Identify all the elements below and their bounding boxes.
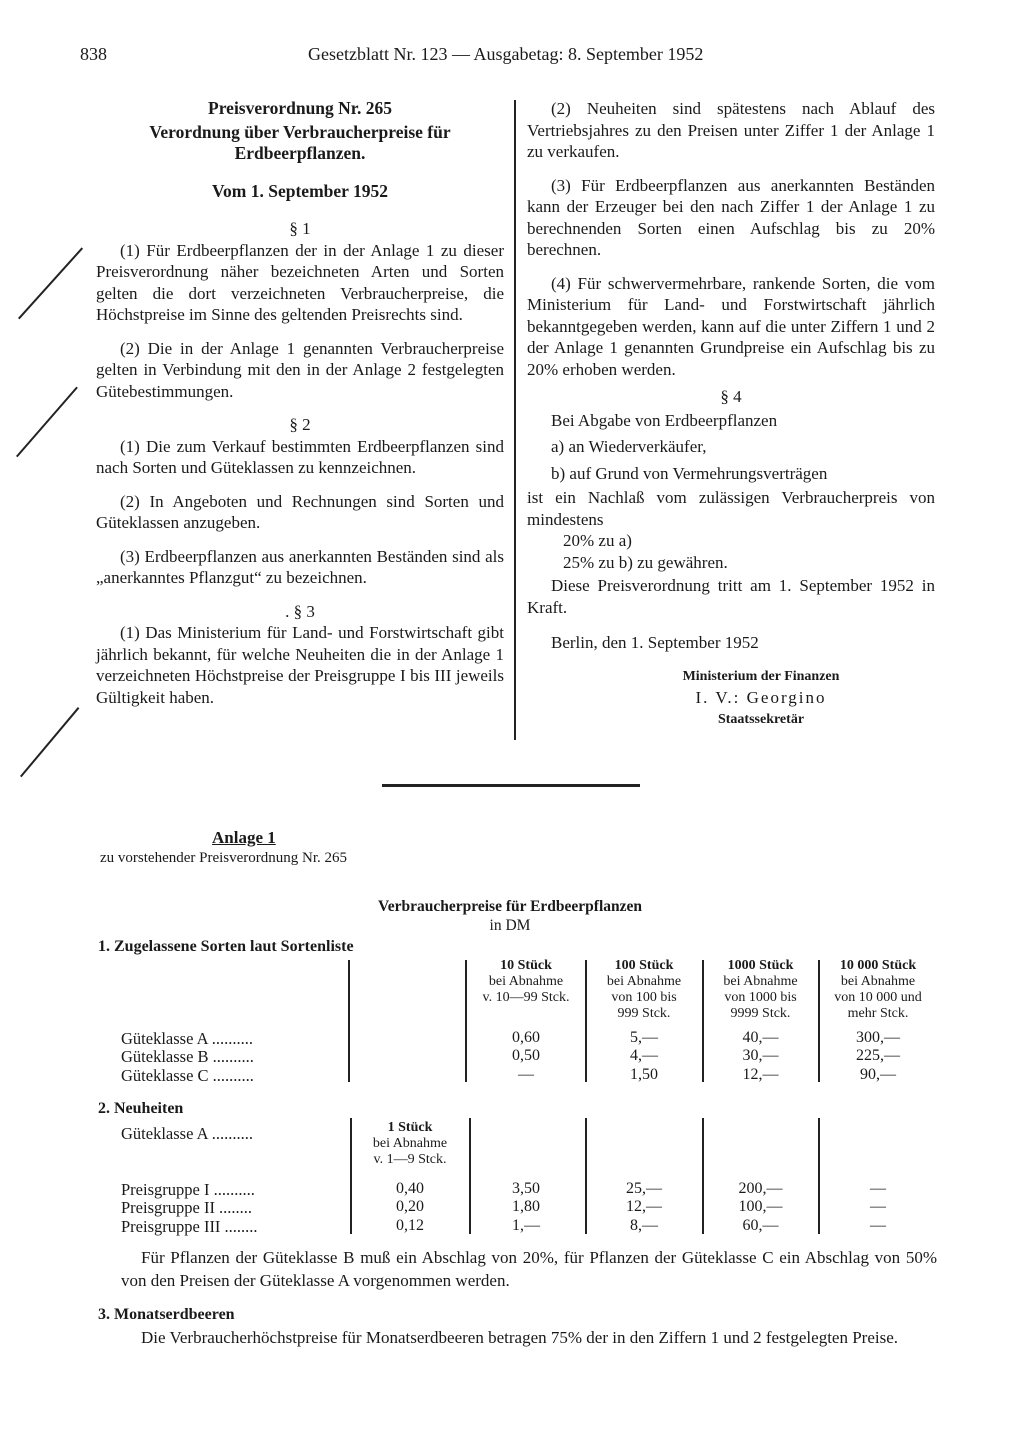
col-header-line: 999 Stck.: [617, 1006, 671, 1021]
table-cell: 100,—: [738, 1198, 783, 1215]
ordinance-subtitle-2: Erdbeerpflanzen.: [234, 143, 366, 163]
section-3-para-3: (3) Für Erdbeerpflanzen aus anerkannten Beständen kann der Erzeuger bei den nach Ziffer 1 der Anlage 1 zu berechnenden Sorten einen Aufschlag bis zu 20% berechnen.: [527, 175, 935, 259]
table-cell: 40,—: [742, 1029, 779, 1046]
row-label: Preisgruppe III ........: [121, 1217, 258, 1236]
col-header-1: [352, 1120, 468, 1168]
section-4-line-3: b) auf Grund von Vermehrungsverträgen: [551, 463, 828, 483]
col-header-10000: [820, 958, 936, 1022]
margin-mark: [16, 387, 77, 457]
col-header-line: 10 000 Stück: [839, 958, 917, 973]
col-header-line: bei Abnahme: [723, 974, 798, 989]
col-header-line: mehr Stck.: [847, 1006, 909, 1021]
row-label: Preisgruppe II ........: [121, 1198, 253, 1217]
table-cell: 0,40: [396, 1180, 424, 1197]
section-4-line-1: Bei Abgabe von Erdbeerpflanzen: [551, 410, 778, 430]
col-header-10: [468, 958, 584, 1006]
table-cell: —: [518, 1066, 534, 1083]
ministry-name: Ministerium der Finanzen: [682, 668, 840, 684]
table-cell: 200,—: [738, 1180, 783, 1197]
table-cell: —: [870, 1198, 886, 1215]
col-header-line: 9999 Stck.: [730, 1006, 791, 1021]
section-1-heading: § 1: [289, 219, 311, 238]
col-header-line: bei Abnahme: [488, 974, 564, 989]
table-rule: [465, 960, 467, 1082]
gazette-title: Gesetzblatt Nr. 123 — Ausgabetag: 8. September 1952: [308, 44, 704, 64]
section-3-title: 3. Monatserdbeeren: [98, 1306, 235, 1323]
row-label: Preisgruppe I ..........: [121, 1180, 255, 1199]
annex-title: Anlage 1: [212, 828, 276, 847]
section-4-line-5: 20% zu a): [563, 531, 632, 550]
table-cell: 60,—: [742, 1217, 779, 1234]
table-cell: 0,12: [396, 1217, 424, 1234]
col-header-line: von 1000 bis: [724, 990, 797, 1005]
table-cell: 1,50: [630, 1066, 658, 1083]
section-1-para-1: (1) Für Erdbeerpflanzen der in der Anlage 1 zu dieser Preisverordnung näher bezeichneten Arten und Sorten gelten die dort verzeichneten Verbraucherpreise, die Höchstpreise im Sinne des geltenden Preisrechts sind.: [96, 240, 504, 324]
table-cell: 12,—: [742, 1066, 779, 1083]
table-cell: 8,—: [630, 1217, 658, 1234]
margin-mark: [20, 707, 79, 777]
signer-role: Staatssekretär: [717, 711, 805, 727]
col-header-100: [587, 958, 701, 1022]
section-2-para-1: (1) Die zum Verkauf bestimmten Erdbeerpflanzen sind nach Sorten und Güteklassen zu kennzeichnen.: [96, 436, 504, 477]
section-3-para-4: (4) Für schwervermehrbare, rankende Sorten, die vom Ministerium für Land- und Forstwirtschaft jährlich bekanntgegeben werden, kann auf die unter Ziffern 1 und 2 der Anlage 1 genannten Grundpreise ein Aufschlag bis zu 20% erhoben werden.: [527, 273, 935, 379]
table-cell: 0,60: [512, 1029, 540, 1046]
section-4-line-6: 25% zu b) zu gewähren.: [563, 552, 728, 572]
col-header-line: von 10 000 und: [834, 990, 922, 1005]
table-cell: —: [870, 1217, 886, 1234]
table-cell: 225,—: [856, 1047, 900, 1064]
table-cell: 90,—: [860, 1066, 896, 1083]
table-cell: 30,—: [742, 1047, 779, 1064]
left-column: [96, 98, 504, 708]
annex-subtitle: zu vorstehender Preisverordnung Nr. 265: [100, 850, 348, 866]
signer-name: I. V.: Georgino: [695, 688, 827, 707]
section-3-heading: . § 3: [285, 601, 315, 621]
col-header-line: bei Abnahme: [372, 1136, 448, 1151]
page-number: 838: [80, 44, 107, 64]
table-cell: 0,50: [512, 1047, 540, 1064]
table-cell: 25,—: [626, 1180, 662, 1197]
table-cell: 0,20: [396, 1198, 424, 1215]
section-4-line-4: ist ein Nachlaß vom zulässigen Verbraucherpreis von mindestens: [527, 488, 935, 529]
col-header-line: 10 Stück: [500, 958, 552, 973]
section-4-line-2: a) an Wiederverkäufer,: [551, 437, 707, 456]
table-cell: 12,—: [626, 1198, 662, 1215]
section-4-line-7: Diese Preisverordnung tritt am 1. September 1952 in Kraft.: [527, 576, 935, 617]
section-4-heading: § 4: [720, 387, 742, 406]
table-rule: [348, 960, 350, 1082]
ordinance-subtitle: Verordnung über Verbraucherpreise für: [149, 121, 451, 142]
table-cell: —: [870, 1180, 886, 1197]
column-divider: [514, 100, 516, 740]
table-cell: 1,—: [512, 1217, 540, 1234]
col-header-line: von 100 bis: [611, 990, 677, 1005]
section-2-subtitle: Güteklasse A ..........: [121, 1124, 253, 1143]
section-1-title: 1. Zugelassene Sorten laut Sortenliste: [98, 938, 354, 955]
col-header-1000: [704, 958, 817, 1022]
col-header-line: v. 10—99 Stck.: [482, 990, 570, 1005]
annex-note: Für Pflanzen der Güteklasse B muß ein Abschlag von 20%, für Pflanzen der Güteklasse C ein Abschlag von 50% von den Preisen der Güteklasse A vorgenommen werden.: [121, 1248, 937, 1290]
col-header-line: v. 1—9 Stck.: [373, 1152, 447, 1167]
table-cell: 3,50: [512, 1180, 540, 1197]
table-cell: 5,—: [630, 1029, 658, 1046]
col-header-line: bei Abnahme: [840, 974, 916, 989]
separator-rule: [382, 784, 640, 787]
row-label: Güteklasse B ..........: [121, 1047, 254, 1066]
table-title: Verbraucherpreise für Erdbeerpflanzen: [377, 898, 643, 915]
section-3-para-1: (1) Das Ministerium für Land- und Forstwirtschaft gibt jährlich bekannt, für welche Neuheiten die in der Anlage 1 verzeichneten Höchstpreise der Preisgruppe I bis III jeweils Gültigkeit haben.: [96, 623, 504, 707]
section-3-text: Die Verbraucherhöchstpreise für Monatserdbeeren betragen 75% der in den Ziffern 1 und 2 festgelegten Preise.: [141, 1328, 899, 1347]
margin-mark: [18, 247, 83, 319]
col-header-line: 100 Stück: [614, 958, 674, 973]
section-2-para-3: (3) Erdbeerpflanzen aus anerkannten Beständen sind als „anerkanntes Pflanzgut“ zu bezeichnen.: [96, 546, 504, 587]
section-2-title: 2. Neuheiten: [98, 1100, 184, 1117]
table-unit: in DM: [489, 917, 531, 934]
row-label: Güteklasse A ..........: [121, 1029, 253, 1048]
col-header-line: bei Abnahme: [606, 974, 682, 989]
right-column: [527, 98, 935, 730]
ordinance-date: Vom 1. September 1952: [212, 180, 388, 201]
ordinance-title: Preisverordnung Nr. 265: [208, 98, 392, 118]
section-3-para-2: (2) Neuheiten sind spätestens nach Ablauf des Vertriebsjahres zu den Preisen unter Ziffer 1 der Anlage 1 zu verkaufen.: [527, 99, 935, 161]
col-header-line: 1000 Stück: [727, 958, 794, 973]
table-cell: 4,—: [630, 1047, 658, 1064]
place-date: Berlin, den 1. September 1952: [551, 633, 759, 652]
table-cell: 300,—: [856, 1029, 900, 1046]
table-cell: 1,80: [512, 1198, 540, 1215]
col-header-line: 1 Stück: [387, 1120, 433, 1135]
section-2-heading: § 2: [289, 415, 311, 434]
section-2-para-2: (2) In Angeboten und Rechnungen sind Sorten und Güteklassen anzugeben.: [96, 491, 504, 532]
section-1-para-2: (2) Die in der Anlage 1 genannten Verbraucherpreise gelten in Verbindung mit den in der Anlage 2 festgelegten Gütebestimmungen.: [96, 338, 504, 401]
row-label: Güteklasse C ..........: [121, 1066, 254, 1085]
